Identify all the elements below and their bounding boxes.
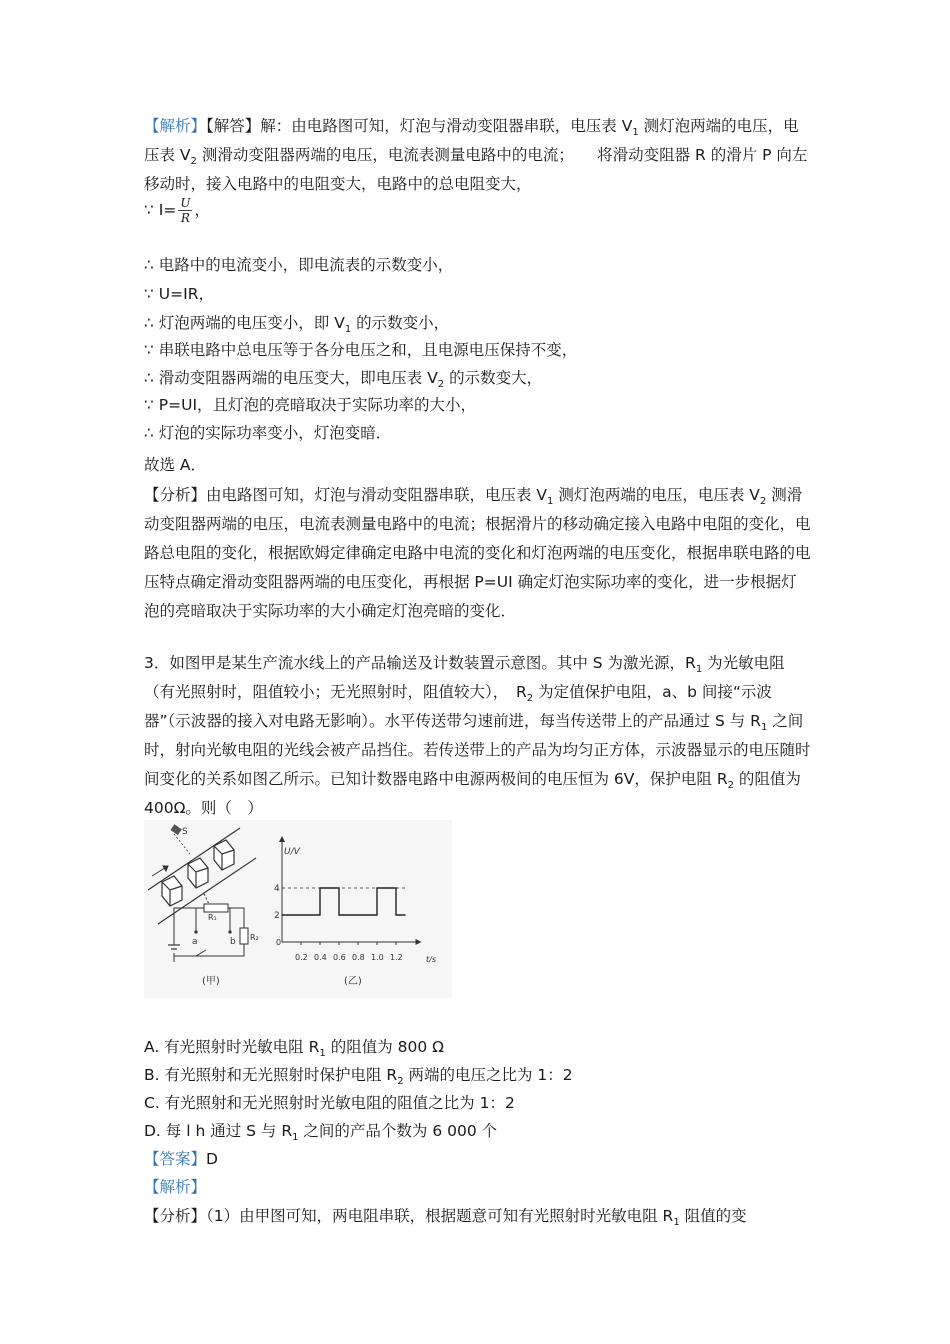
battery-icon: [168, 945, 180, 949]
y-tick-4: 4: [274, 884, 280, 894]
subscript: 2: [727, 780, 734, 791]
q2-text: 解：由电路图可知，灯泡与滑动变阻器串联，电压表 V: [260, 117, 633, 135]
answer-tag: 【解答】: [206, 117, 261, 135]
stem-text: 为定值保护电阻，a、b 间接“示波器”（示波器的接入对电路无影响）。水平传送带匀速前进，每当传送带上的产品通过 S 与 R: [144, 683, 772, 730]
node-b-label: b: [230, 937, 236, 947]
y-axis-arrow: [279, 836, 285, 842]
analysis-text: 测滑动变阻器两端的电压，电流表测量电路中的电流；根据滑片的移动确定接入电路中电阻的变化，电路总电阻的变化，根据欧姆定律确定电路中电流的变化和灯泡两端的电压变化，根据串联电路的电压特点确定滑动变阻器两端的电压变化，再根据 P=UI 确定灯泡实际功率的变化，进一步根据灯泡的亮暗取决于实际功率的大小确定灯泡亮暗的变化．: [144, 486, 811, 620]
r1-label: R₁: [208, 913, 217, 922]
x-tick-1.2: 1.2: [390, 953, 403, 962]
step-text: ，: [194, 201, 210, 219]
stem-text: 为光敏电阻（有光照射时，阻值较小；无光照射时，阻值较大）， R: [144, 654, 785, 701]
option-text: A. 有光照射时光敏电阻 R: [144, 1038, 320, 1056]
subscript: 2: [526, 693, 534, 704]
q3-analysis-line: [144, 1203, 747, 1229]
step-text: ∵ I=: [144, 201, 177, 219]
x-axis-arrow: [416, 939, 422, 945]
switch-icon: [196, 950, 206, 956]
r1-resistor: [204, 904, 228, 912]
step-ohms-law: [144, 196, 210, 225]
fraction-denominator: R: [180, 211, 190, 225]
stem-text: 的阻值为 400Ω。则（ ）: [144, 770, 801, 817]
analysis-text: 测灯泡两端的电压，电压表 V: [553, 486, 760, 504]
option-text: B. 有光照射和无光照射时保护电阻 R: [144, 1066, 398, 1084]
analysis-text: 阻值的变: [679, 1207, 747, 1225]
node-b-dot: [228, 930, 231, 933]
product-cube: [214, 840, 234, 870]
subscript: 2: [190, 156, 197, 167]
voltage-time-chart: [279, 836, 422, 945]
motion-arrow-icon: [152, 866, 168, 876]
option-text: 两端的电压之比为 1：2: [403, 1066, 573, 1084]
node-a-label: a: [192, 937, 198, 947]
product-cube: [188, 858, 208, 888]
subscript: 2: [437, 379, 445, 390]
step-7: ∵ P=UI，且灯泡的亮暗取决于实际功率的大小，: [144, 396, 477, 414]
option-d[interactable]: [144, 1118, 497, 1144]
option-c[interactable]: C. 有光照射和无光照射时光敏电阻的阻值之比为 1：2: [144, 1094, 515, 1112]
subscript: 1: [344, 324, 352, 335]
step-text: 的示数变小，: [351, 314, 450, 332]
fraction: [178, 196, 192, 225]
q2-solution-paragraph: [144, 112, 812, 199]
step-6: [144, 365, 542, 391]
step-5: ∵ 串联电路中总电压等于各分电压之和，且电源电压保持不变，: [144, 341, 578, 359]
x-tick-0.2: 0.2: [295, 953, 308, 962]
fraction-numerator: U: [180, 196, 191, 210]
x-tick-0.8: 0.8: [352, 953, 365, 962]
stem-text: 3．如图甲是某生产流水线上的产品输送及计数装置示意图。其中 S 为激光源，R: [144, 654, 696, 672]
node-a-dot: [194, 930, 197, 933]
step-8: ∴ 灯泡的实际功率变小，灯泡变暗．: [144, 424, 392, 442]
step-text: ∴ 灯泡两端的电压变小，即 V: [144, 314, 345, 332]
option-text: D. 每 l h 通过 S 与 R: [144, 1122, 293, 1140]
y-axis-label: U/V: [284, 847, 300, 857]
figure-svg: [144, 820, 452, 998]
subscript: 2: [397, 1076, 404, 1087]
subscript: 1: [547, 496, 554, 507]
y-tick-2: 2: [274, 911, 280, 921]
x-tick-1.0: 1.0: [371, 953, 384, 962]
x-tick-0: 0: [276, 938, 282, 947]
answer-tag: 【答案】: [144, 1150, 207, 1168]
stem-text: 之间时，射向光敏电阻的光线会被产品挡住。若传送带上的产品为均匀正方体，示波器显示的电压随时间变化的关系如图乙所示。已知计数器电路中电源两极间的电压恒为 6V，保护电阻 R: [144, 712, 811, 788]
option-text: 的阻值为 800 Ω: [325, 1038, 444, 1056]
answer-line: [144, 1146, 218, 1172]
q3-stem: [144, 649, 812, 823]
step-text: 的示数变大，: [444, 369, 543, 387]
step-3: ∵ U=IR，: [144, 285, 214, 303]
q2-analysis-paragraph: [144, 481, 812, 626]
option-text: 之间的产品个数为 6 000 个: [298, 1122, 498, 1140]
x-tick-0.4: 0.4: [314, 953, 327, 962]
subscript: 1: [673, 1217, 680, 1228]
subscript: 1: [760, 722, 768, 733]
figure-label-right: (乙): [344, 976, 362, 987]
analysis-tag: 【解析】: [144, 117, 207, 135]
product-cube: [162, 876, 182, 906]
analysis-text: 【分析】（1）由甲图可知，两电阻串联，根据题意可知有光照射时光敏电阻 R: [144, 1207, 674, 1225]
subscript: 1: [292, 1132, 299, 1143]
q2-text: 测灯泡两端的电压，电压表 V: [144, 117, 799, 164]
r2-label: R₂: [250, 933, 259, 942]
subscript: 1: [319, 1048, 326, 1059]
subscript: 2: [759, 496, 767, 507]
source-label: S: [182, 827, 188, 837]
r2-resistor: [240, 928, 248, 944]
analysis-tag-line: 【解析】: [144, 1178, 207, 1196]
circuit-and-graph-figure: [144, 820, 452, 998]
x-axis-label: t/s: [426, 955, 436, 964]
choice-line: 故选 A．: [144, 456, 207, 474]
x-tick-0.6: 0.6: [333, 953, 346, 962]
option-b[interactable]: [144, 1062, 573, 1088]
step-4: [144, 310, 449, 336]
answer-value: D: [206, 1150, 218, 1168]
step-text: ∴ 滑动变阻器两端的电压变大，即电压表 V: [144, 369, 438, 387]
figure-label-left: (甲): [202, 976, 220, 987]
option-a[interactable]: [144, 1034, 444, 1060]
subscript: 1: [695, 664, 703, 675]
q2-text: 测滑动变阻器两端的电压，电流表测量电路中的电流； 将滑动变阻器 R 的滑片 P 向左移动时，接入电路中的电阻变大，电路中的总电阻变大，: [144, 146, 808, 193]
subscript: 1: [632, 127, 639, 138]
step-2: ∴ 电路中的电流变小，即电流表的示数变小，: [144, 256, 454, 274]
voltage-series-line: [282, 888, 406, 915]
analysis-text: 【分析】由电路图可知，灯泡与滑动变阻器串联，电压表 V: [144, 486, 548, 504]
